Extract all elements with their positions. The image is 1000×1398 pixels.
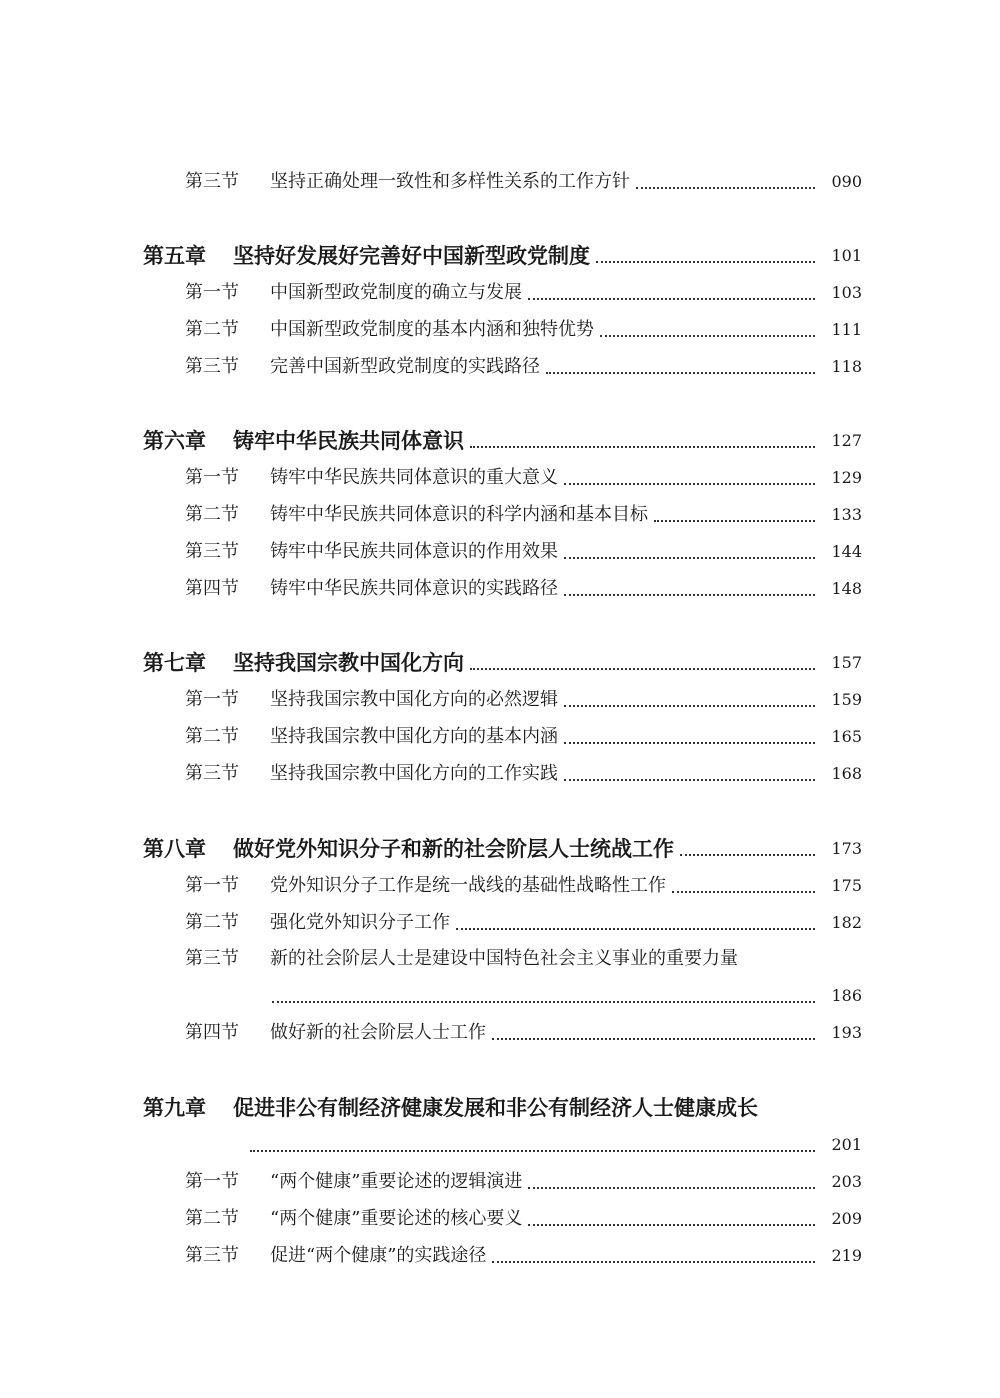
toc-section-row[interactable] xyxy=(0,571,1000,607)
chapter-title: 做好党外知识分子和新的社会阶层人士统战工作 xyxy=(233,837,674,861)
dot-leader xyxy=(680,854,815,856)
section-title: 坚持我国宗教中国化方向的必然逻辑 xyxy=(270,689,558,710)
toc-section-row[interactable] xyxy=(0,1238,1000,1274)
section-label: 第一节 xyxy=(185,875,239,896)
page-number: 144 xyxy=(831,542,862,561)
section-title: “两个健康”重要论述的核心要义 xyxy=(270,1208,523,1229)
section-label: 第三节 xyxy=(185,356,239,377)
toc-section-row[interactable] xyxy=(0,905,1000,941)
chapter-label: 第五章 xyxy=(143,244,206,268)
page-number: 103 xyxy=(831,283,862,302)
dot-leader xyxy=(546,372,815,374)
section-title: 做好新的社会阶层人士工作 xyxy=(270,1022,486,1043)
dot-leader xyxy=(636,187,815,189)
page-number: 111 xyxy=(831,320,862,339)
dot-leader xyxy=(564,779,815,781)
section-title: 促进“两个健康”的实践途径 xyxy=(270,1245,487,1266)
page-number: 101 xyxy=(831,246,862,265)
page-number: 127 xyxy=(831,431,862,450)
section-title: 完善中国新型政党制度的实践路径 xyxy=(270,356,540,377)
page-number: 201 xyxy=(831,1135,862,1154)
section-label: 第三节 xyxy=(185,948,239,969)
page-number: 133 xyxy=(831,505,862,524)
dot-leader xyxy=(564,557,815,559)
section-title: 坚持我国宗教中国化方向的基本内涵 xyxy=(270,726,558,747)
toc-section-row[interactable] xyxy=(0,682,1000,718)
section-title: 铸牢中华民族共同体意识的作用效果 xyxy=(270,541,558,562)
toc-section-row[interactable] xyxy=(0,719,1000,755)
chapter-title: 促进非公有制经济健康发展和非公有制经济人士健康成长 xyxy=(233,1096,758,1120)
page-number: 159 xyxy=(831,690,862,709)
toc-section-row[interactable] xyxy=(0,1201,1000,1237)
toc-chapter-row[interactable] xyxy=(0,645,1000,681)
chapter-title: 坚持我国宗教中国化方向 xyxy=(233,651,464,675)
page-number: 219 xyxy=(831,1246,862,1265)
section-title: 铸牢中华民族共同体意识的实践路径 xyxy=(270,578,558,599)
section-label: 第二节 xyxy=(185,319,239,340)
section-label: 第三节 xyxy=(185,763,239,784)
section-label: 第四节 xyxy=(185,578,239,599)
section-label: 第一节 xyxy=(185,689,239,710)
section-label: 第三节 xyxy=(185,1245,239,1266)
dot-leader xyxy=(470,668,815,670)
chapter-title: 坚持好发展好完善好中国新型政党制度 xyxy=(233,244,590,268)
dot-leader xyxy=(672,891,815,893)
section-title: 中国新型政党制度的确立与发展 xyxy=(270,282,522,303)
page-number: 165 xyxy=(831,727,862,746)
dot-leader xyxy=(564,594,815,596)
section-label: 第二节 xyxy=(185,726,239,747)
page-number: 168 xyxy=(831,764,862,783)
section-label: 第二节 xyxy=(185,1208,239,1229)
toc-section-row[interactable] xyxy=(0,164,1000,200)
section-title: 坚持正确处理一致性和多样性关系的工作方针 xyxy=(270,171,630,192)
page-number: 175 xyxy=(831,876,862,895)
toc-section-row[interactable] xyxy=(0,460,1000,496)
page-number: 186 xyxy=(831,986,862,1005)
section-title: 党外知识分子工作是统一战线的基础性战略性工作 xyxy=(270,875,666,896)
toc-section-row[interactable] xyxy=(0,349,1000,385)
page-number: 148 xyxy=(831,579,862,598)
toc-chapter-row[interactable] xyxy=(0,1090,1000,1126)
section-label: 第一节 xyxy=(185,282,239,303)
dot-leader xyxy=(564,742,815,744)
page-number: 157 xyxy=(831,653,862,672)
section-title: 强化党外知识分子工作 xyxy=(270,912,450,933)
toc-section-row[interactable] xyxy=(0,275,1000,311)
dot-leader xyxy=(272,1001,815,1003)
dot-leader xyxy=(528,1187,815,1189)
section-label: 第三节 xyxy=(185,171,239,192)
dot-leader xyxy=(654,520,815,522)
page-number: 129 xyxy=(831,468,862,487)
toc-section-row[interactable] xyxy=(0,1164,1000,1200)
dot-leader xyxy=(600,335,815,337)
chapter-label: 第七章 xyxy=(143,651,206,675)
toc-section-row[interactable] xyxy=(0,978,1000,1014)
dot-leader xyxy=(564,483,815,485)
page-number: 090 xyxy=(831,172,862,191)
dot-leader xyxy=(528,298,815,300)
section-label: 第一节 xyxy=(185,467,239,488)
section-label: 第二节 xyxy=(185,912,239,933)
section-title: 铸牢中华民族共同体意识的科学内涵和基本目标 xyxy=(270,504,648,525)
section-title: 坚持我国宗教中国化方向的工作实践 xyxy=(270,763,558,784)
section-title: 中国新型政党制度的基本内涵和独特优势 xyxy=(270,319,594,340)
chapter-title: 铸牢中华民族共同体意识 xyxy=(233,429,464,453)
toc-section-row[interactable] xyxy=(0,1127,1000,1163)
dot-leader xyxy=(492,1261,815,1263)
toc-section-row[interactable] xyxy=(0,868,1000,904)
section-title: “两个健康”重要论述的逻辑演进 xyxy=(270,1171,523,1192)
chapter-label: 第六章 xyxy=(143,429,206,453)
dot-leader xyxy=(456,928,815,930)
dot-leader xyxy=(250,1150,815,1152)
section-label: 第四节 xyxy=(185,1022,239,1043)
toc-section-row[interactable] xyxy=(0,497,1000,533)
chapter-label: 第九章 xyxy=(143,1096,206,1120)
page-number: 173 xyxy=(831,839,862,858)
toc-section-row[interactable] xyxy=(0,312,1000,348)
dot-leader xyxy=(470,446,815,448)
page-number: 118 xyxy=(831,357,862,376)
toc-chapter-row[interactable] xyxy=(0,831,1000,867)
chapter-label: 第八章 xyxy=(143,837,206,861)
section-label: 第三节 xyxy=(185,541,239,562)
toc-section-row[interactable] xyxy=(0,941,1000,977)
toc-section-row[interactable] xyxy=(0,534,1000,570)
section-title: 铸牢中华民族共同体意识的重大意义 xyxy=(270,467,558,488)
page-number: 209 xyxy=(831,1209,862,1228)
page-number: 193 xyxy=(831,1023,862,1042)
section-label: 第二节 xyxy=(185,504,239,525)
toc-section-row[interactable] xyxy=(0,1015,1000,1051)
page-number: 182 xyxy=(831,913,862,932)
dot-leader xyxy=(564,705,815,707)
section-label: 第一节 xyxy=(185,1171,239,1192)
toc-chapter-row[interactable] xyxy=(0,238,1000,274)
toc-section-row[interactable] xyxy=(0,756,1000,792)
dot-leader xyxy=(596,261,815,263)
page-number: 203 xyxy=(831,1172,862,1191)
toc-chapter-row[interactable] xyxy=(0,423,1000,459)
section-title: 新的社会阶层人士是建设中国特色社会主义事业的重要力量 xyxy=(270,948,738,969)
dot-leader xyxy=(528,1224,815,1226)
dot-leader xyxy=(492,1038,815,1040)
